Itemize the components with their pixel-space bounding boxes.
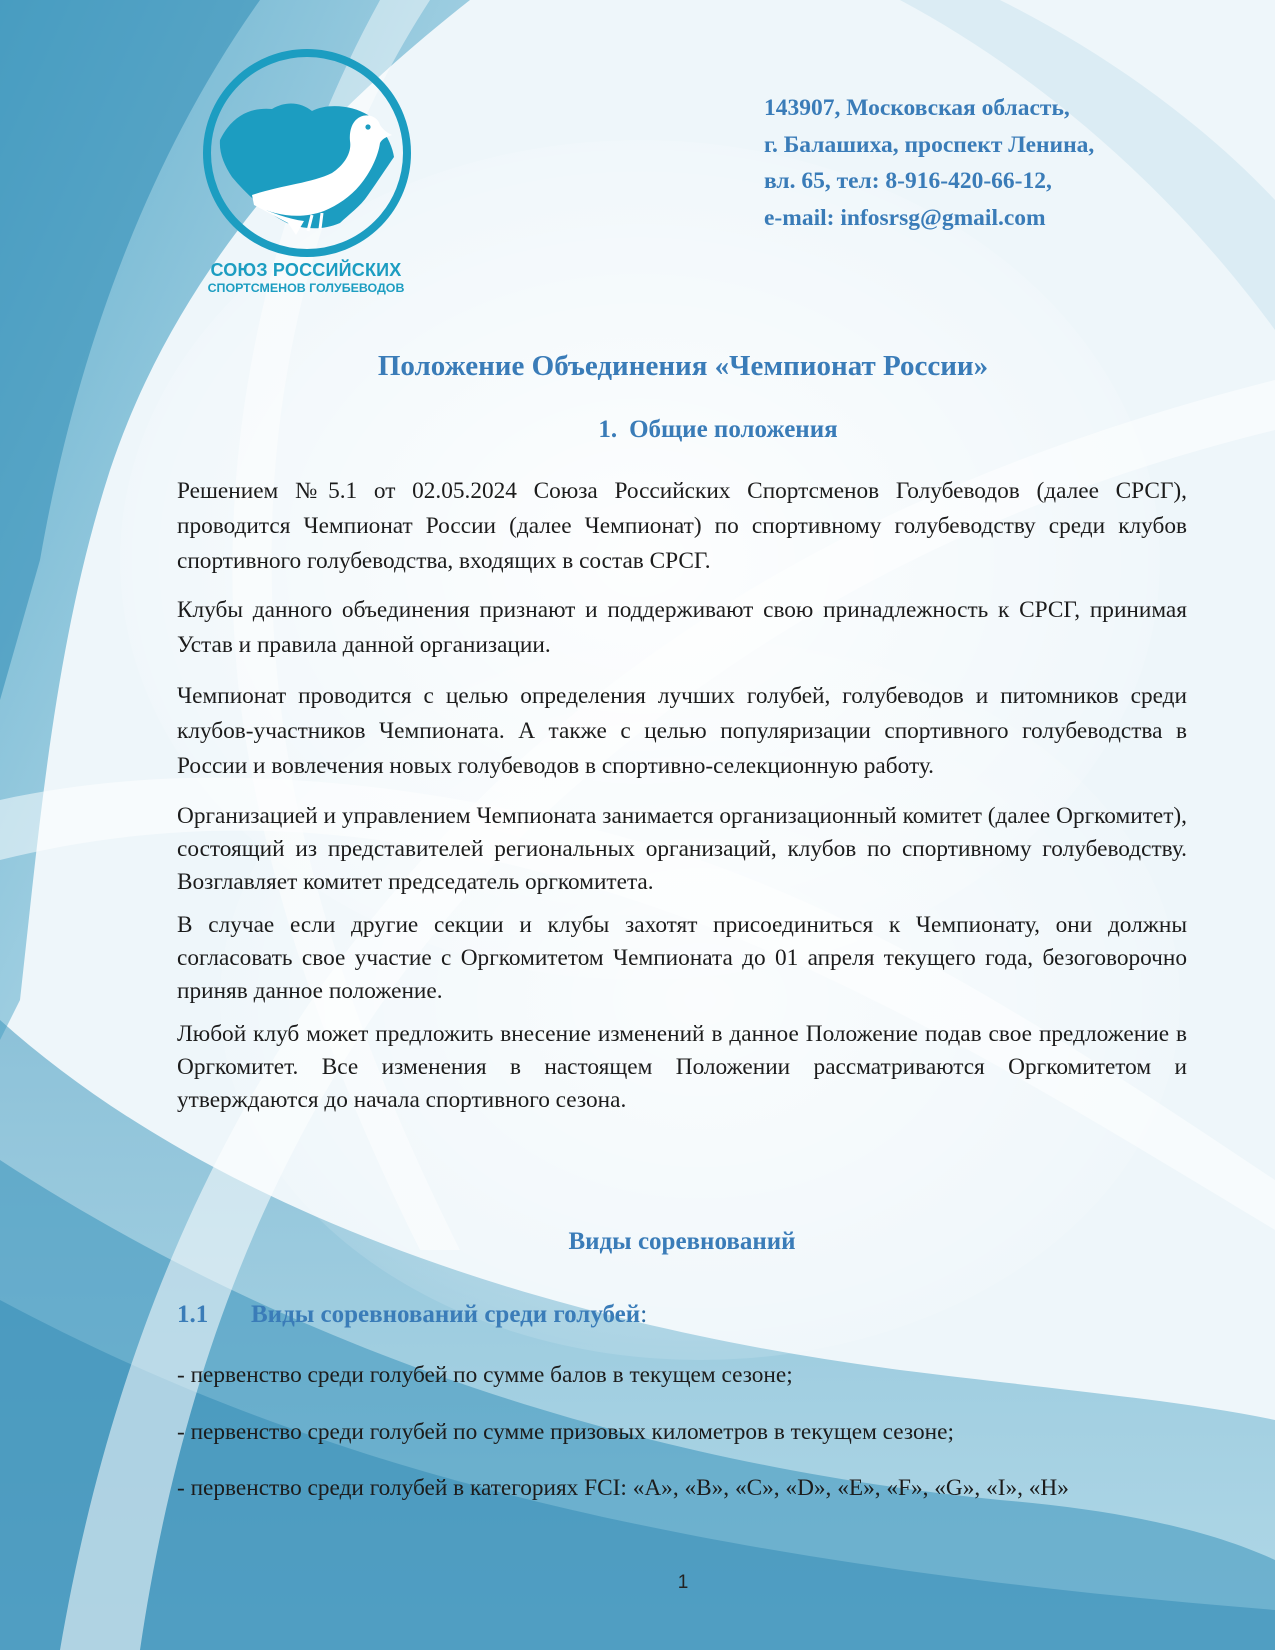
address-line: вл. 65, тел: 8-916-420-66-12, (764, 168, 1052, 194)
paragraph: Решением №5.1 от 02.05.2024 Союза Российских Спортсменов Голубеводов (далее СРСГ), проводится Чемпионат России (далее Чемпионат) по спортивному голубеводству среди клубов спортивного голубеводства, входящих в состав СРСГ. (177, 478, 1187, 574)
competition-list (177, 1358, 1187, 1506)
organization-logo (192, 45, 422, 295)
address-line: г. Балашиха, проспект Ленина, (764, 131, 1095, 158)
logo-title: СОЮЗ РОССИЙСКИХ (210, 260, 402, 280)
pigeon-map-emblem-icon (192, 45, 422, 265)
contact-address (764, 90, 1244, 236)
paragraph: Чемпионат проводится с целью определения лучших голубей, голубеводов и питомников среди клубов-участников Чемпионата. А также с целью популяризации спортивного голубеводства в России и вовлечения новых голубеводов в спортивно-селекционную работу. (177, 683, 1187, 779)
subsection-colon: : (640, 1301, 648, 1328)
list-item: - первенство среди голубей по сумме призовых километров в текущем сезоне; (177, 1419, 954, 1445)
paragraph: Любой клуб может предложить внесение изменений в данное Положение подав свое предложение в Оргкомитет. Все изменения в настоящем Положении рассматриваются Оргкомитетом и утверждаются до начала спортивного сезона. (177, 1021, 1187, 1113)
section-title: Общие положения (629, 416, 838, 443)
page-number: 1 (677, 1572, 689, 1593)
document-body (177, 474, 1187, 1117)
logo-subtitle: СПОРТСМЕНОВ ГОЛУБЕВОДОВ (207, 281, 405, 295)
subsection-title: Виды соревнований среди голубей (251, 1301, 641, 1328)
section-number: 1. (598, 416, 618, 443)
paragraph: В случае если другие секции и клубы захотят присоединиться к Чемпионату, они должны согласовать свое участие с Оргкомитетом Чемпионата до 01 апреля текущего года, безоговорочно приняв данное положение. (177, 912, 1187, 1004)
document-title: Положение Объединения «Чемпионат России» (377, 350, 989, 382)
paragraph: Организацией и управлением Чемпионата занимается организационный комитет (далее Оргкомитет), состоящий из представителей региональных организаций, клубов по спортивному голубеводству. Возглавляет комитет председатель оргкомитета. (177, 803, 1187, 895)
subsection-number: 1.1 (177, 1301, 209, 1328)
paragraph: Клубы данного объединения признают и поддерживают свою принадлежность к СРСГ, принимая Устав и правила данной организации. (177, 597, 1187, 658)
subsection-heading (177, 1301, 1177, 1329)
section-heading (0, 416, 1275, 444)
list-item: - первенство среди голубей в категориях FCI: «А», «В», «С», «D», «Е», «F», «G», «I», «H» (177, 1475, 1069, 1501)
address-line: 143907, Московская область, (764, 95, 1070, 121)
list-item: - первенство среди голубей по сумме балов в текущем сезоне; (177, 1362, 793, 1388)
competitions-heading: Виды соревнований (568, 1228, 796, 1255)
email-line: e-mail: infosrsg@gmail.com (764, 204, 1046, 231)
